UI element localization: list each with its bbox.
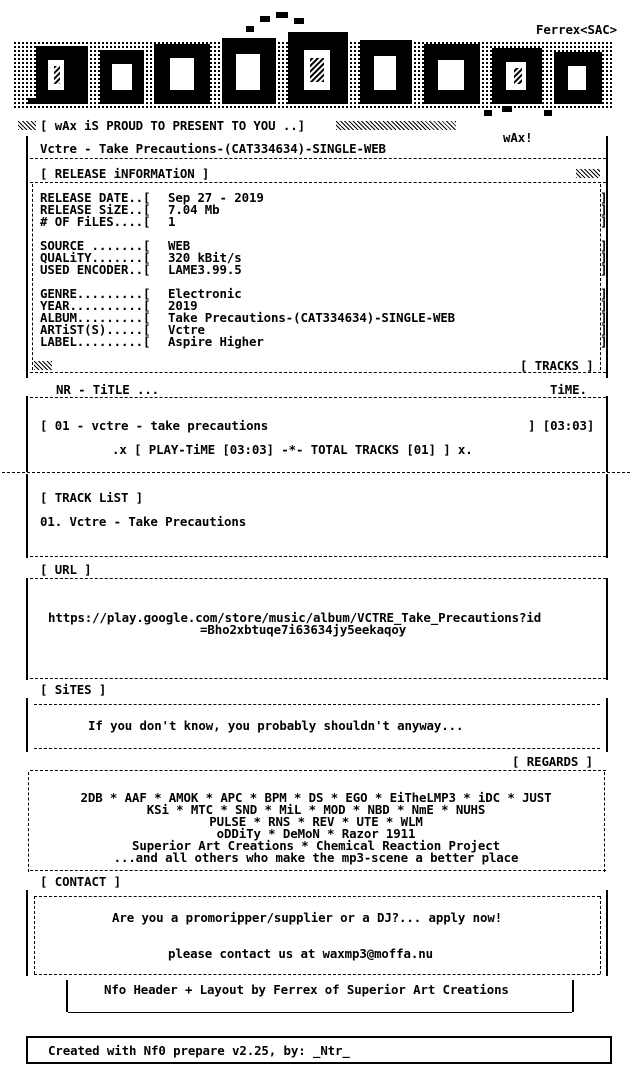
info-heading: [ RELEASE iNFORMATiON ]	[40, 166, 210, 181]
tracklist-heading: [ TRACK LiST ]	[40, 490, 144, 505]
info-label: YEAR..........[	[40, 298, 151, 313]
info-value: 7.04 Mb	[168, 202, 220, 217]
intro-text: [ wAx iS PROUD TO PRESENT TO YOU ..]	[40, 118, 305, 133]
wax-tag: wAx!	[503, 130, 533, 145]
tracklist-item: 01. Vctre - Take Precautions	[40, 514, 247, 529]
info-value: Aspire Higher	[168, 334, 264, 349]
info-value: WEB	[168, 238, 191, 253]
info-label: GENRE.........[	[40, 286, 151, 301]
regards-heading: [ REGARDS ]	[512, 754, 593, 769]
release-title: Vctre - Take Precautions-(CAT334634)-SINGLE-WEB	[40, 141, 386, 156]
regards-line: ...and all others who make the mp3-scene a better place	[113, 850, 519, 865]
sites-text: If you don't know, you probably shouldn't anyway...	[88, 718, 464, 733]
contact-apply-text: Are you a promoripper/supplier or a DJ?... apply now!	[112, 910, 503, 925]
info-label: LABEL.........[	[40, 334, 151, 349]
info-value: 2019	[168, 298, 198, 313]
regards-line: Superior Art Creations * Chemical Reaction Project	[132, 838, 500, 853]
info-label: RELEASE DATE..[	[40, 190, 151, 205]
layout-credit: Nfo Header + Layout by Ferrex of Superior Art Creations	[104, 982, 509, 997]
tracks-summary: .x [ PLAY-TiME [03:03] -*- TOTAL TRACKS [01] ] x.	[112, 442, 473, 457]
created-with-text: Created with Nf0 prepare v2.25, by: _Ntr_	[48, 1043, 350, 1058]
track-row-time: ] [03:03]	[528, 418, 595, 433]
info-value: LAME3.99.5	[168, 262, 242, 277]
info-value: Sep 27 - 2019	[168, 190, 264, 205]
url-heading: [ URL ]	[40, 562, 92, 577]
col-nr-title: NR - TiTLE ...	[56, 382, 160, 397]
regards-line: PULSE * RNS * REV * UTE * WLM	[209, 814, 423, 829]
info-value: Electronic	[168, 286, 242, 301]
regards-line: 2DB * AAF * AMOK * APC * BPM * DS * EGO * EiTheLMP3 * iDC * JUST	[80, 790, 552, 805]
url-link-line2[interactable]: =Bho2xbtuqe7i63634jy5eekaqoy	[200, 622, 407, 637]
regards-line: oDDiTy * DeMoN * Razor 1911	[216, 826, 416, 841]
url-link-line1[interactable]: https://play.google.com/store/music/album/VCTRE_Take_Precautions?id	[48, 610, 542, 625]
info-label: QUALiTY.......[	[40, 250, 151, 265]
sites-heading: [ SiTES ]	[40, 682, 107, 697]
col-time: TiME.	[550, 382, 587, 397]
regards-line: KSi * MTC * SND * MiL * MOD * NBD * NmE * NUHS	[146, 802, 486, 817]
track-row-title: [ 01 - vctre - take precautions	[40, 418, 269, 433]
info-label: SOURCE .......[	[40, 238, 151, 253]
wax-logo	[14, 10, 614, 118]
info-value: Vctre	[168, 322, 205, 337]
info-label: RELEASE SiZE..[	[40, 202, 151, 217]
info-label: ALBUM.........[	[40, 310, 151, 325]
info-label: # OF FiLES....[	[40, 214, 151, 229]
info-value: 1	[168, 214, 176, 229]
info-value: Take Precautions-(CAT334634)-SINGLE-WEB	[168, 310, 456, 325]
artist-credit: Ferrex<SAC>	[536, 22, 617, 37]
info-label: USED ENCODER..[	[40, 262, 151, 277]
contact-heading: [ CONTACT ]	[40, 874, 121, 889]
created-with-box	[26, 1036, 612, 1064]
contact-email[interactable]: please contact us at waxmp3@moffa.nu	[168, 946, 433, 961]
info-value: 320 kBit/s	[168, 250, 242, 265]
info-label: ARTiST(S).....[	[40, 322, 151, 337]
tracks-heading: [ TRACKS ]	[520, 358, 594, 373]
